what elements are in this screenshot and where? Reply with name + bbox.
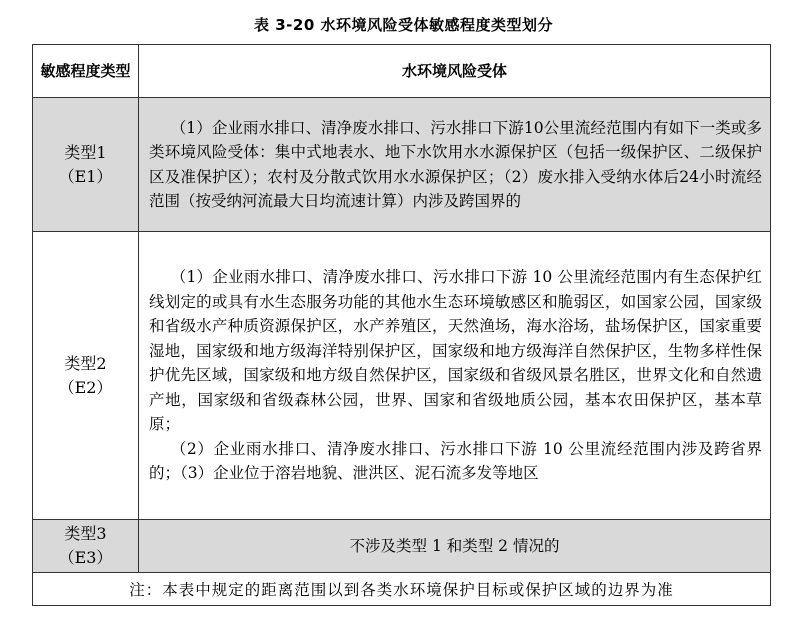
table-header-row [33, 45, 771, 98]
header-risk-receptor: 水环境风险受体 [139, 45, 771, 98]
table-row-e2 [33, 232, 771, 520]
sensitivity-table [32, 44, 771, 606]
type-cell-e3 [33, 520, 139, 573]
header-sensitivity-type [33, 45, 139, 98]
table-row-e3 [33, 520, 771, 573]
receptor-text-e1: （1）企业雨水排口、清净废水排口、污水排口下游10公里流经范围内有如下一类或多类环境风险受体：集中式地表水、地下水饮用水水源保护区（包括一级保护区、二级保护区及准保护区）；农村及分散式饮用水水源保护区；（2）废水排入受纳水体后24小时流经范围（按受纳河流最大日均流速计算）内涉及跨国界的 [149, 118, 762, 210]
table-note-row [33, 573, 771, 606]
type-name-e3: 类型3 [64, 524, 107, 543]
receptor-text-e3: 不涉及类型 1 和类型 2 情况的 [349, 536, 560, 555]
type-code-e1: （E1） [58, 166, 113, 186]
table-row-e1 [33, 98, 771, 232]
receptor-text-e2-part1: （1）企业雨水排口、清净废水排口、污水排口下游 10 公里流经范围内有生态保护红线划定的或具有水生态服务功能的其他水生态环境敏感区和脆弱区，如国家公园，国家级和省级水产种质资源保护区，水产养殖区，天然渔场，海水浴场，盐场保护区，国家重要湿地，国家级和地方级海洋特别保护区，国家级和地方级海洋自然保护区，生物多样性保护优先区域，国家级和地方级自然保护区，国家级和省级风景名胜区，世界文化和自然遗产地，国家级和省级森林公园，世界、国家和省级地质公园，基本农田保护区，基本草原； [149, 268, 762, 434]
receptor-cell-e1 [139, 98, 771, 232]
type-code-e2: （E2） [58, 377, 113, 397]
header-sensitivity-type-label: 敏感程度类型 [40, 62, 131, 80]
type-name-e1: 类型1 [64, 142, 107, 162]
type-cell-e1 [33, 98, 139, 232]
table-note: 注：本表中规定的距离范围以到各类水环境保护目标或保护区域的边界为准 [33, 573, 771, 606]
table-caption: 表 3-20 水环境风险受体敏感程度类型划分 [254, 16, 553, 34]
receptor-text-e2-part2: （2）企业雨水排口、清净废水排口、污水排口下游 10 公里流经范围内涉及跨省界的；（3）企业位于溶岩地貌、泄洪区、泥石流多发等地区 [149, 439, 762, 483]
receptor-cell-e3 [139, 520, 771, 573]
receptor-cell-e2 [139, 232, 771, 520]
type-cell-e2 [33, 232, 139, 520]
type-code-e3: （E3） [58, 548, 113, 567]
type-name-e2: 类型2 [64, 353, 107, 373]
